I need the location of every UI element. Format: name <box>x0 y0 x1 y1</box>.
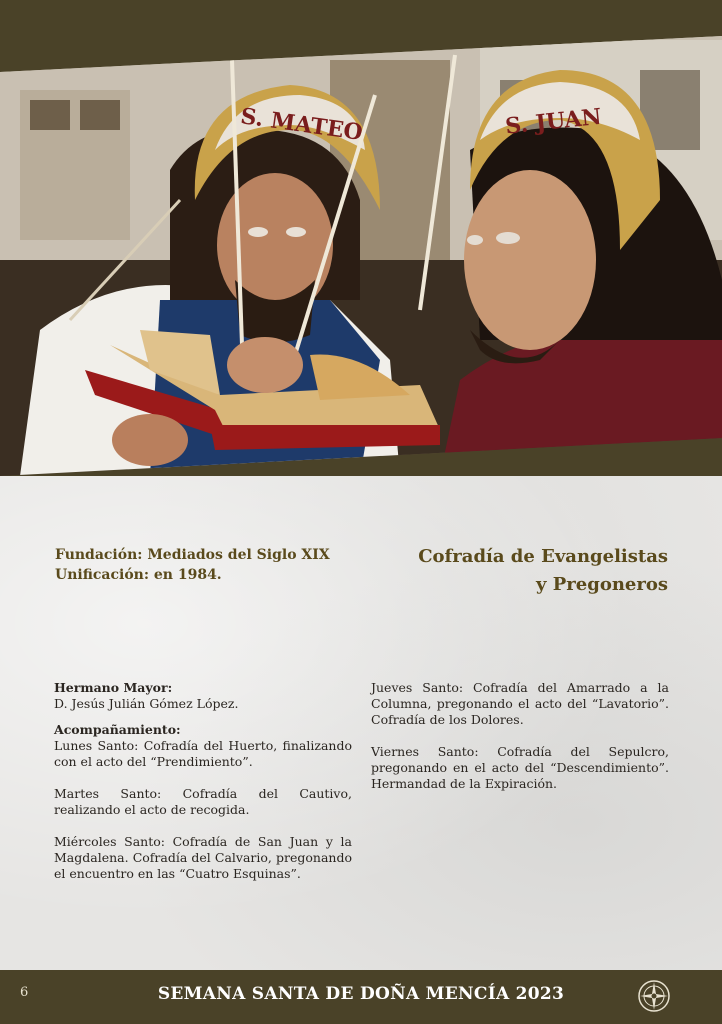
foundation-info <box>55 545 330 585</box>
foundation-date: Fundación: Mediados del Siglo XIX <box>55 547 330 563</box>
hermano-mayor-label: Hermano Mayor: <box>54 680 173 695</box>
right-column <box>371 680 669 808</box>
procession-photo <box>0 0 722 476</box>
left-column <box>54 680 352 898</box>
footer-title: SEMANA SANTA DE DOÑA MENCÍA 2023 <box>157 984 565 1004</box>
footer-bar <box>0 970 722 1024</box>
compass-emblem-icon <box>636 978 672 1014</box>
hat-left-text: S. MATEO <box>238 103 365 147</box>
acompanamiento-label: Acompañamiento: <box>54 722 181 737</box>
unification-date: Unificación: en 1984. <box>55 567 222 583</box>
title-line-1: Cofradía de Evangelistas <box>418 546 668 567</box>
paragraph-jueves-santo: Jueves Santo: Cofradía del Amarrado a la Columna, pregonando el acto del “Lavatorio”. Cofradía de los Dolores. <box>371 680 669 727</box>
hermano-mayor-value: D. Jesús Julián Gómez López. <box>54 696 239 711</box>
paragraph-martes-santo: Martes Santo: Cofradía del Cautivo, realizando el acto de recogida. <box>54 786 352 817</box>
paragraph-viernes-santo: Viernes Santo: Cofradía del Sepulcro, pregonando en el acto del “Descendimiento”. Hermandad de la Expiración. <box>371 744 669 791</box>
page-title <box>418 543 668 599</box>
page-number: 6 <box>20 985 29 1000</box>
paragraph-miercoles-santo: Miércoles Santo: Cofradía de San Juan y la Magdalena. Cofradía del Calvario, pregonando el encuentro en las “Cuatro Esquinas”. <box>54 834 352 881</box>
title-line-2: y Pregoneros <box>536 574 668 595</box>
hat-right-text: S. JUAN <box>504 103 603 140</box>
paragraph-lunes-santo: Lunes Santo: Cofradía del Huerto, finalizando con el acto del “Prendimiento”. <box>54 738 352 769</box>
